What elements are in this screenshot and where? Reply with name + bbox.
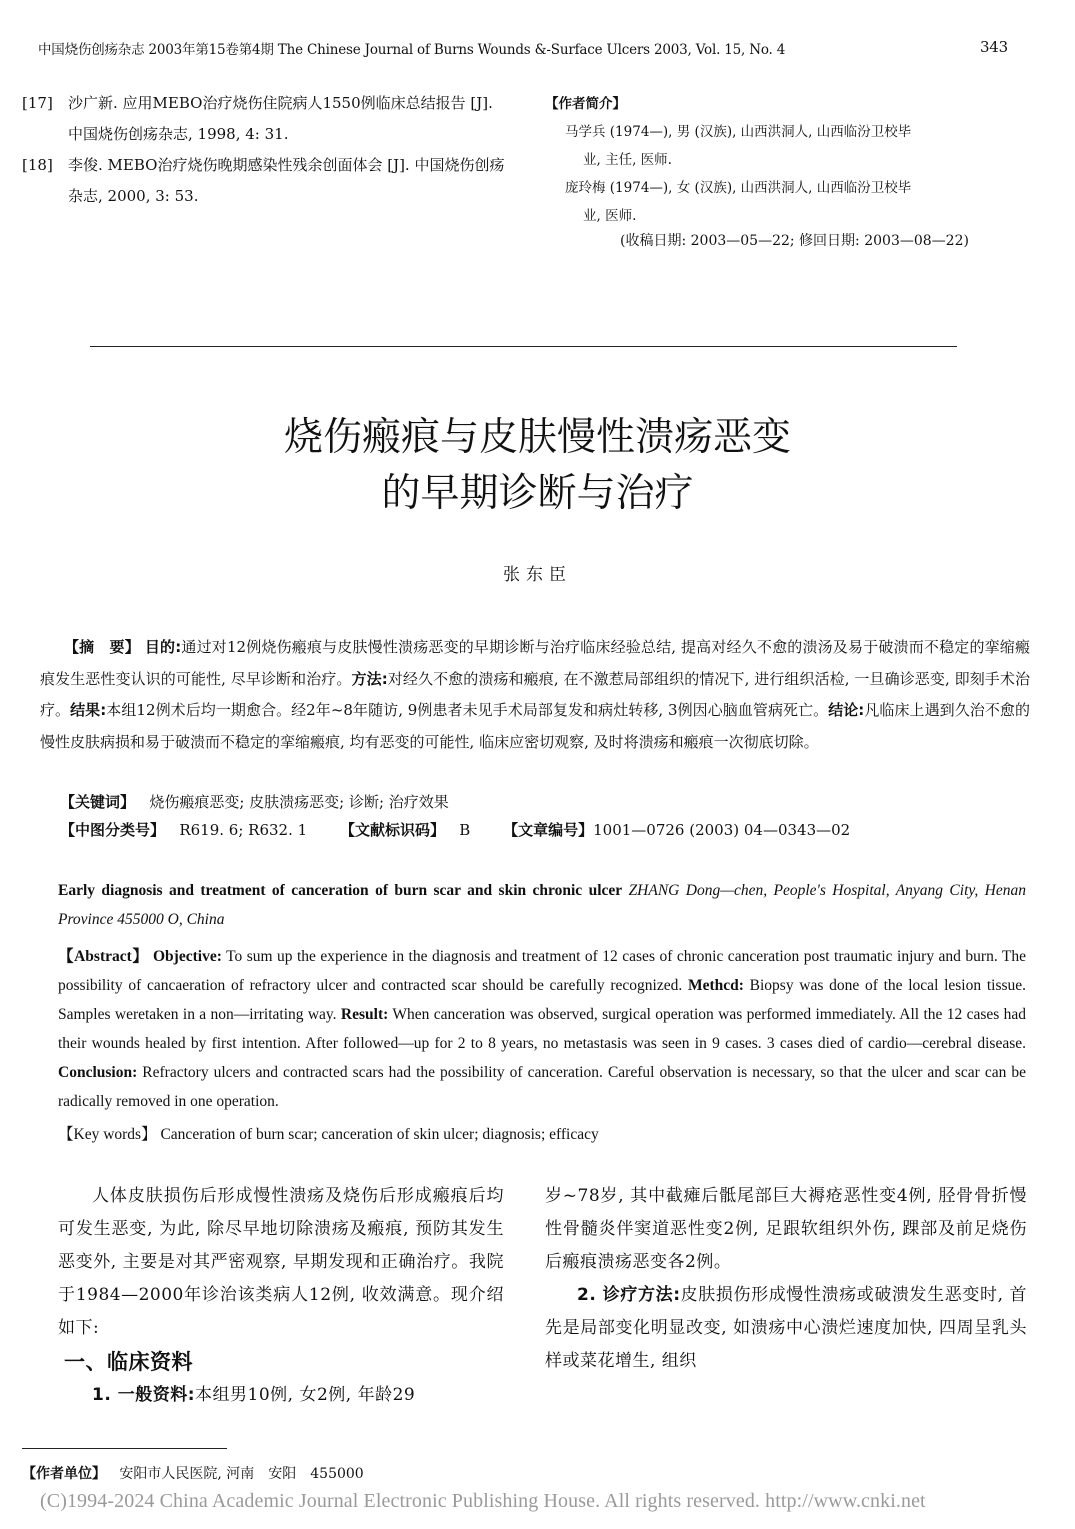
reference-number: [17] (22, 94, 53, 112)
affiliation-label: 【作者单位】 (22, 1466, 106, 1482)
reference-item (22, 88, 512, 150)
reference-text: 沙广新. 应用MEBO治疗烧伤住院病人1550例临床总结报告 [J]. 中国烧伤创疡杂志, 1998, 4: 31. (68, 94, 493, 143)
title-line: 的早期诊断与治疗 (381, 471, 694, 516)
english-method-label: Methcd: (687, 977, 744, 994)
reference-item (22, 150, 512, 212)
english-objective-label: Objective: (153, 948, 222, 965)
conclusion-label: 结论: (828, 701, 865, 719)
abstract-label: 【摘 要】 (64, 638, 140, 656)
reference-text: 李俊. MEBO治疗烧伤晚期感染性残余创面体会 [J]. 中国烧伤创疡杂志, 2000, 3: 53. (68, 156, 505, 205)
chinese-abstract (40, 632, 1030, 758)
method-text: 对经久不愈的溃疡和瘢痕, 在不激惹局部组织的情况下, 进行组织活检, 一旦确诊恶变, 即刻手术治疗。 (40, 669, 1030, 719)
keywords-label: 【关键词】 (60, 793, 136, 811)
section-divider (90, 346, 957, 347)
reference-list (22, 88, 512, 212)
english-author-affil: ZHANG Dong—chen, People's Hospital, Anyang City, Henan Province 455000 O, China (58, 882, 1027, 928)
english-keywords-label: 【Key words】 (58, 1126, 157, 1143)
author-intro-heading: 【作者简介】 (545, 96, 626, 112)
author-intro-line: 马学兵 (1974—), 男 (汉族), 山西洪洞人, 山西临汾卫校毕 (565, 124, 912, 140)
article-title (0, 410, 1075, 522)
clc-label: 【中图分类号】 (60, 821, 166, 839)
author-intro-line: 业, 医师. (583, 208, 637, 224)
method-label: 方法: (351, 669, 388, 688)
author-intro-line: 业, 主任, 医师. (583, 152, 672, 168)
keywords-text: 烧伤瘢痕恶变; 皮肤溃疡恶变; 诊断; 治疗效果 (149, 793, 449, 811)
result-text: 本组12例术后均一期愈合。经2年~8年随访, 9例患者未见手术局部复发和病灶转移, 3例因心脑血管病死亡。 (106, 701, 829, 719)
english-title: Early diagnosis and treatment of canceration of burn scar and skin chronic ulcer (58, 882, 623, 899)
copyright-notice: (C)1994-2024 China Academic Journal Electronic Publishing House. All rights reserved. http://www.cnki.net (40, 1490, 926, 1512)
english-method: Biopsy was done of the local lesion tissue. Samples weretaken in a non—irritating way. (58, 977, 1027, 1023)
english-result: When canceration was observed, surgical operation was performed immediately. All the 12 cases had their wounds healed by first intention. After followed—up for 2 to 8 years, no metastasis was seen in 9 cases. 3 cases died of cardio—cerebral disease. (58, 1006, 1027, 1052)
general-info-text: 本组男10例, 女2例, 年龄29 (195, 1385, 416, 1405)
treatment-method-text: 皮肤损伤形成慢性溃疡或破溃发生恶变时, 首先是局部变化明显改变, 如溃疡中心溃烂速度加快, 四周呈乳头样或菜花增生, 组织 (545, 1285, 1027, 1371)
article-author: 张东臣 (503, 565, 572, 585)
classification-line (60, 816, 1020, 844)
english-keywords: Canceration of burn scar; canceration of skin ulcer; diagnosis; efficacy (160, 1126, 599, 1143)
author-intro-entry (545, 174, 1030, 230)
english-abstract-label: 【Abstract】 (58, 948, 149, 965)
author-affiliation (22, 1463, 364, 1483)
running-header (38, 38, 1038, 58)
intro-paragraph: 人体皮肤损伤后形成慢性溃疡及烧伤后形成瘢痕后均可发生恶变, 为此, 除尽早地切除溃疡及瘢痕, 预防其发生恶变外, 主要是对其严密观察, 早期发现和正确治疗。我院于1984—2000年诊治该类病人12例, 收效满意。现介绍如下: (58, 1186, 504, 1338)
conclusion-text: 凡临床上遇到久治不愈的慢性皮肤病损和易于破溃而不稳定的挛缩瘢痕, 均有恶变的可能性, 临床应密切观察, 及时将溃疡和瘢痕一次彻底切除。 (40, 701, 1030, 751)
english-abstract (58, 876, 1026, 1149)
treatment-method-label: 2. 诊疗方法: (577, 1285, 681, 1305)
page-number: 343 (979, 38, 1008, 56)
objective-label: 目的: (144, 638, 182, 656)
english-conclusion-label: Conclusion: (58, 1064, 138, 1081)
general-info-continued: 岁~78岁, 其中截瘫后骶尾部巨大褥疮恶性变4例, 胫骨骨折慢性骨髓炎伴窦道恶性变2例, 足跟软组织外伤, 踝部及前足烧伤后瘢痕溃疡恶变各2例。 (545, 1186, 1027, 1272)
general-info-label: 1. 一般资料: (92, 1385, 196, 1405)
title-line: 烧伤瘢痕与皮肤慢性溃疡恶变 (283, 415, 791, 460)
article-no-label: 【文章编号】 (503, 821, 594, 839)
received-dates: (收稿日期: 2003—05—22; 修回日期: 2003—08—22) (620, 233, 969, 249)
body-right-column (545, 1180, 1027, 1378)
doc-code-label: 【文献标识码】 (339, 821, 445, 839)
article-no-value: 1001—0726 (2003) 04—0343—02 (593, 821, 851, 839)
author-intro (545, 90, 1030, 230)
journal-info: 中国烧伤创疡杂志 2003年第15卷第4期 The Chinese Journal of Burns Wounds &-Surface Ulcers 2003, Vol. 15, No. 4 (38, 42, 786, 58)
keywords (60, 788, 1020, 816)
footnote-rule (22, 1448, 227, 1449)
english-conclusion: Refractory ulcers and contracted scars had the possibility of canceration. Careful observation is necessary, so that the ulcer and scar can be radically removed in one operation. (58, 1064, 1027, 1110)
english-result-label: Result: (340, 1006, 389, 1023)
reference-number: [18] (22, 156, 53, 174)
english-objective: To sum up the experience in the diagnosis and treatment of 12 cases of chronic canceration post traumatic injury and burn. The possibility of cancaeration of refractory ulcer and contracted scar should be carefully recognized. (58, 948, 1027, 994)
objective-text: 通过对12例烧伤瘢痕与皮肤慢性溃疡恶变的早期诊断与治疗临床经验总结, 提高对经久不愈的溃汤及易于破溃而不稳定的挛缩瘢痕发生恶性变认识的可能性, 尽早诊断和治疗。 (40, 638, 1030, 688)
author-intro-line: 庞玲梅 (1974—), 女 (汉族), 山西洪洞人, 山西临汾卫校毕 (565, 180, 912, 196)
doc-code-value: B (459, 821, 471, 839)
section-heading: 一、临床资料 (64, 1350, 193, 1374)
result-label: 结果: (70, 701, 107, 719)
affiliation-text: 安阳市人民医院, 河南 安阳 455000 (119, 1466, 364, 1482)
author-intro-entry (545, 118, 1030, 174)
clc-value: R619. 6; R632. 1 (179, 821, 308, 839)
body-left-column (58, 1180, 504, 1412)
